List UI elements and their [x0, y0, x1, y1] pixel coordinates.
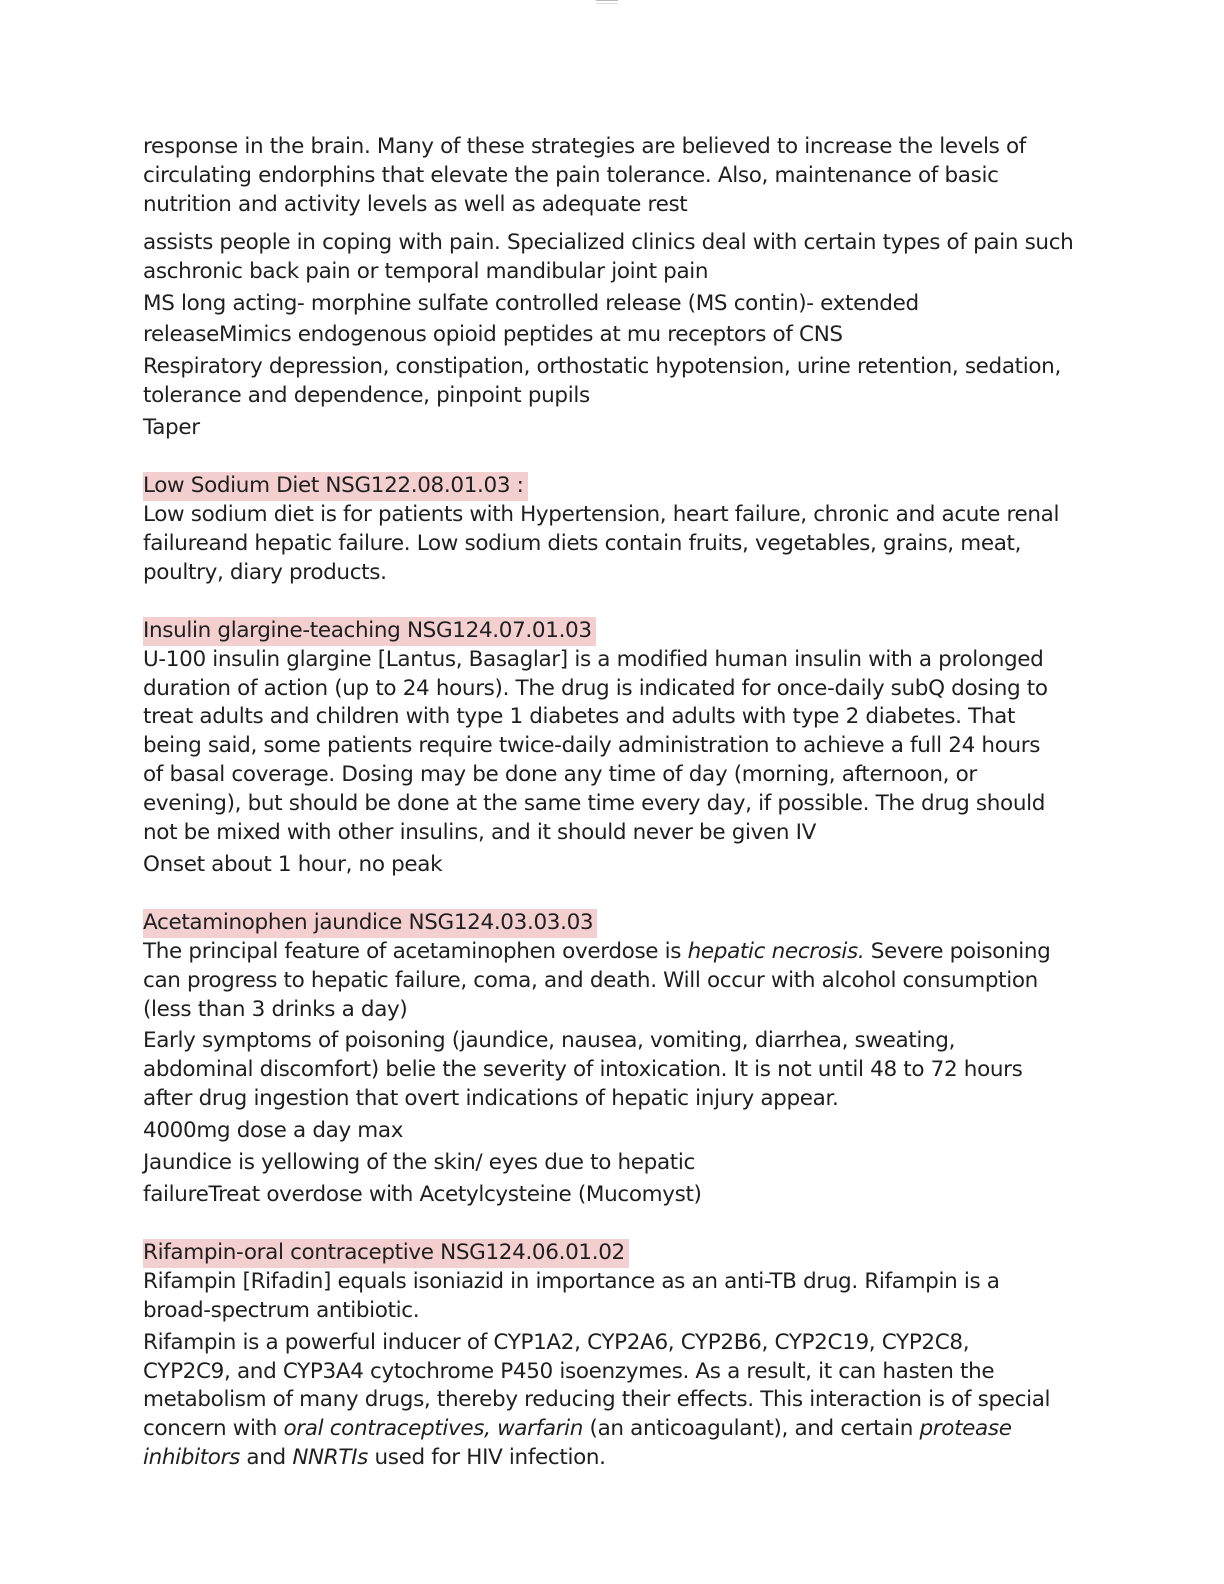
emphasis-text: NNRTIs	[292, 1445, 369, 1471]
text-run: and	[239, 1445, 293, 1471]
rifampin-section	[143, 1239, 1088, 1473]
insulin-glargine-section	[143, 617, 1088, 880]
paragraph: Jaundice is yellowing of the skin/ eyes due to hepatic	[143, 1150, 695, 1176]
emphasis-text: hepatic necrosis.	[687, 938, 865, 964]
paragraph: response in the brain. Many of these strategies are believed to increase the levels of circulating endorphins that elevate the pain tolerance. Also, maintenance of basic nutrition and activity levels as well as adequate rest	[143, 134, 1027, 217]
paragraph: releaseMimics endogenous opioid peptides at mu receptors of CNS	[143, 322, 843, 348]
section-heading	[143, 617, 1088, 646]
emphasis-text: oral contraceptives, warfarin	[283, 1416, 584, 1442]
text-run: (an anticoagulant), and certain	[583, 1416, 920, 1442]
text-run: The principal feature of acetaminophen overdose is	[143, 938, 688, 964]
pain-management-section	[143, 133, 1088, 443]
text-run: Rifampin is a powerful inducer of CYP1A2, CYP2A6, CYP2B6, CYP2C19, CYP2C8, CYP2C9, and CYP3A4 cytochrome P450 isoenzymes. As a result, it can hasten the metabolism of many drugs, thereby reducing their effects. This interaction is of special concern with	[143, 1329, 1051, 1442]
paragraph: Low sodium diet is for patients with Hypertension, heart failure, chronic and acute renal failureand hepatic failure. Low sodium diets contain fruits, vegetables, grains, meat, poultry, diary products.	[143, 501, 1060, 585]
paragraph: Onset about 1 hour, no peak	[143, 851, 443, 877]
text-run: used for HIV infection.	[368, 1445, 606, 1471]
section-heading	[143, 472, 1088, 501]
paragraph: 4000mg dose a day max	[143, 1118, 404, 1144]
highlighted-heading: Rifampin-oral contraceptive NSG124.06.01.02	[143, 1239, 629, 1268]
paragraph: Respiratory depression, constipation, orthostatic hypotension, urine retention, sedation, tolerance and dependence, pinpoint pupils	[143, 354, 1061, 409]
paragraph	[143, 1329, 1088, 1474]
low-sodium-section	[143, 472, 1088, 588]
section-heading	[143, 1239, 1088, 1268]
paragraph: failureTreat overdose with Acetylcysteine (Mucomyst)	[143, 1182, 702, 1207]
emphasis-text: protease inhibitors	[143, 1416, 1012, 1471]
paragraph: MS long acting- morphine sulfate controlled release (MS contin)- extended	[143, 290, 919, 316]
page-top-mark	[596, 0, 618, 4]
paragraph: Rifampin [Rifadin] equals isoniazid in importance as an anti-TB drug. Rifampin is a broad-spectrum antibiotic.	[143, 1268, 1000, 1323]
acetaminophen-section	[143, 909, 1088, 1210]
highlighted-heading: Acetaminophen jaundice NSG124.03.03.03	[143, 909, 597, 938]
paragraph: U-100 insulin glargine [Lantus, Basaglar] is a modified human insulin with a prolonged duration of action (up to 24 hours). The drug is indicated for once-daily subQ dosing to treat adults and children with type 1 diabetes and adults with type 2 diabetes. That being said, some patients require twice-daily administration to achieve a full 24 hours of basal coverage. Dosing may be done any time of day (morning, afternoon, or evening), but should be done at the same time every day, if possible. The drug should not be mixed with other insulins, and it should never be given IV	[143, 646, 1048, 846]
document-body	[143, 133, 1088, 1473]
paragraph: Early symptoms of poisoning (jaundice, nausea, vomiting, diarrhea, sweating, abdominal discomfort) belie the severity of intoxication. It is not until 48 to 72 hours after drug ingestion that overt indications of hepatic injury appear.	[143, 1028, 1023, 1112]
paragraph	[143, 938, 1088, 1025]
highlighted-heading: Low Sodium Diet NSG122.08.01.03 :	[143, 472, 528, 501]
highlighted-heading: Insulin glargine-teaching NSG124.07.01.03	[143, 617, 596, 646]
text-run: Severe poisoning can progress to hepatic failure, coma, and death. Will occur with alcohol consumption (less than 3 drinks a day)	[143, 938, 1051, 1022]
paragraph: Taper	[143, 415, 200, 441]
paragraph: assists people in coping with pain. Specialized clinics deal with certain types of pain such aschronic back pain or temporal mandibular joint pain	[143, 229, 1074, 284]
section-heading	[143, 909, 1088, 938]
